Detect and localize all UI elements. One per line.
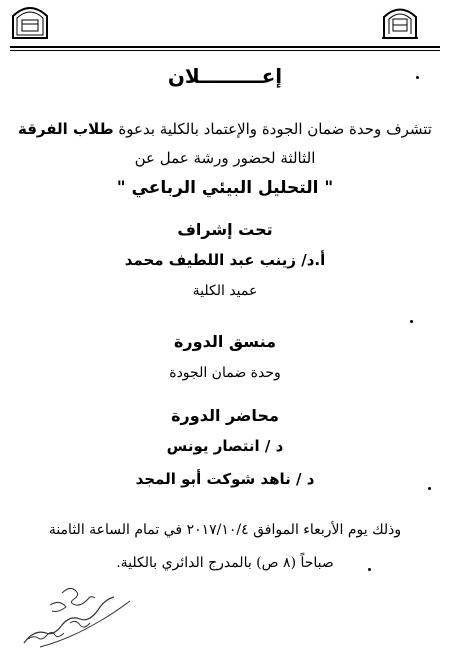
- lecturer-name-2: د / ناهد شوكت أبو المجد: [135, 470, 315, 488]
- stray-mark: [368, 568, 371, 571]
- workshop-title: " التحليل البيئي الرباعي ": [116, 178, 334, 198]
- invitation-audience: طلاب الفرقة: [18, 120, 114, 138]
- coordinator-heading: منسق الدورة: [173, 332, 277, 351]
- dean-role: عميد الكلية: [192, 283, 258, 299]
- supervision-heading: تحت إشراف: [177, 220, 273, 239]
- invitation-text: تتشرف وحدة ضمان الجودة والإعتماد بالكلية بدعوة: [113, 120, 432, 138]
- schedule-line-2: صباحاً (٨ ص) بالمدرج الدائري بالكلية.: [116, 555, 334, 571]
- quality-unit-logo-icon: [380, 2, 420, 40]
- coordinator-value: وحدة ضمان الجودة: [169, 365, 281, 381]
- header-divider: [10, 46, 440, 48]
- invitation-line-1: [0, 120, 450, 138]
- invitation-line-2: الثالثة لحضور ورشة عمل عن: [134, 149, 316, 167]
- announcement-title: إعـــــــــلان: [167, 64, 283, 88]
- schedule-line-1: وذلك يوم الأربعاء الموافق ٢٠١٧/١٠/٤ في تمام الساعة الثامنة: [48, 522, 402, 538]
- header-divider-thin: [10, 50, 440, 51]
- dean-name: أ.د/ زينب عبد اللطيف محمد: [124, 251, 326, 269]
- stray-mark: [428, 487, 431, 490]
- stray-mark: [410, 320, 413, 323]
- lecturers-heading: محاضر الدورة: [171, 406, 279, 425]
- handwritten-signature: [20, 575, 140, 650]
- lecturer-name-1: د / انتصار يونس: [166, 437, 284, 455]
- university-seal-icon: [10, 2, 50, 40]
- stray-mark: [416, 76, 419, 79]
